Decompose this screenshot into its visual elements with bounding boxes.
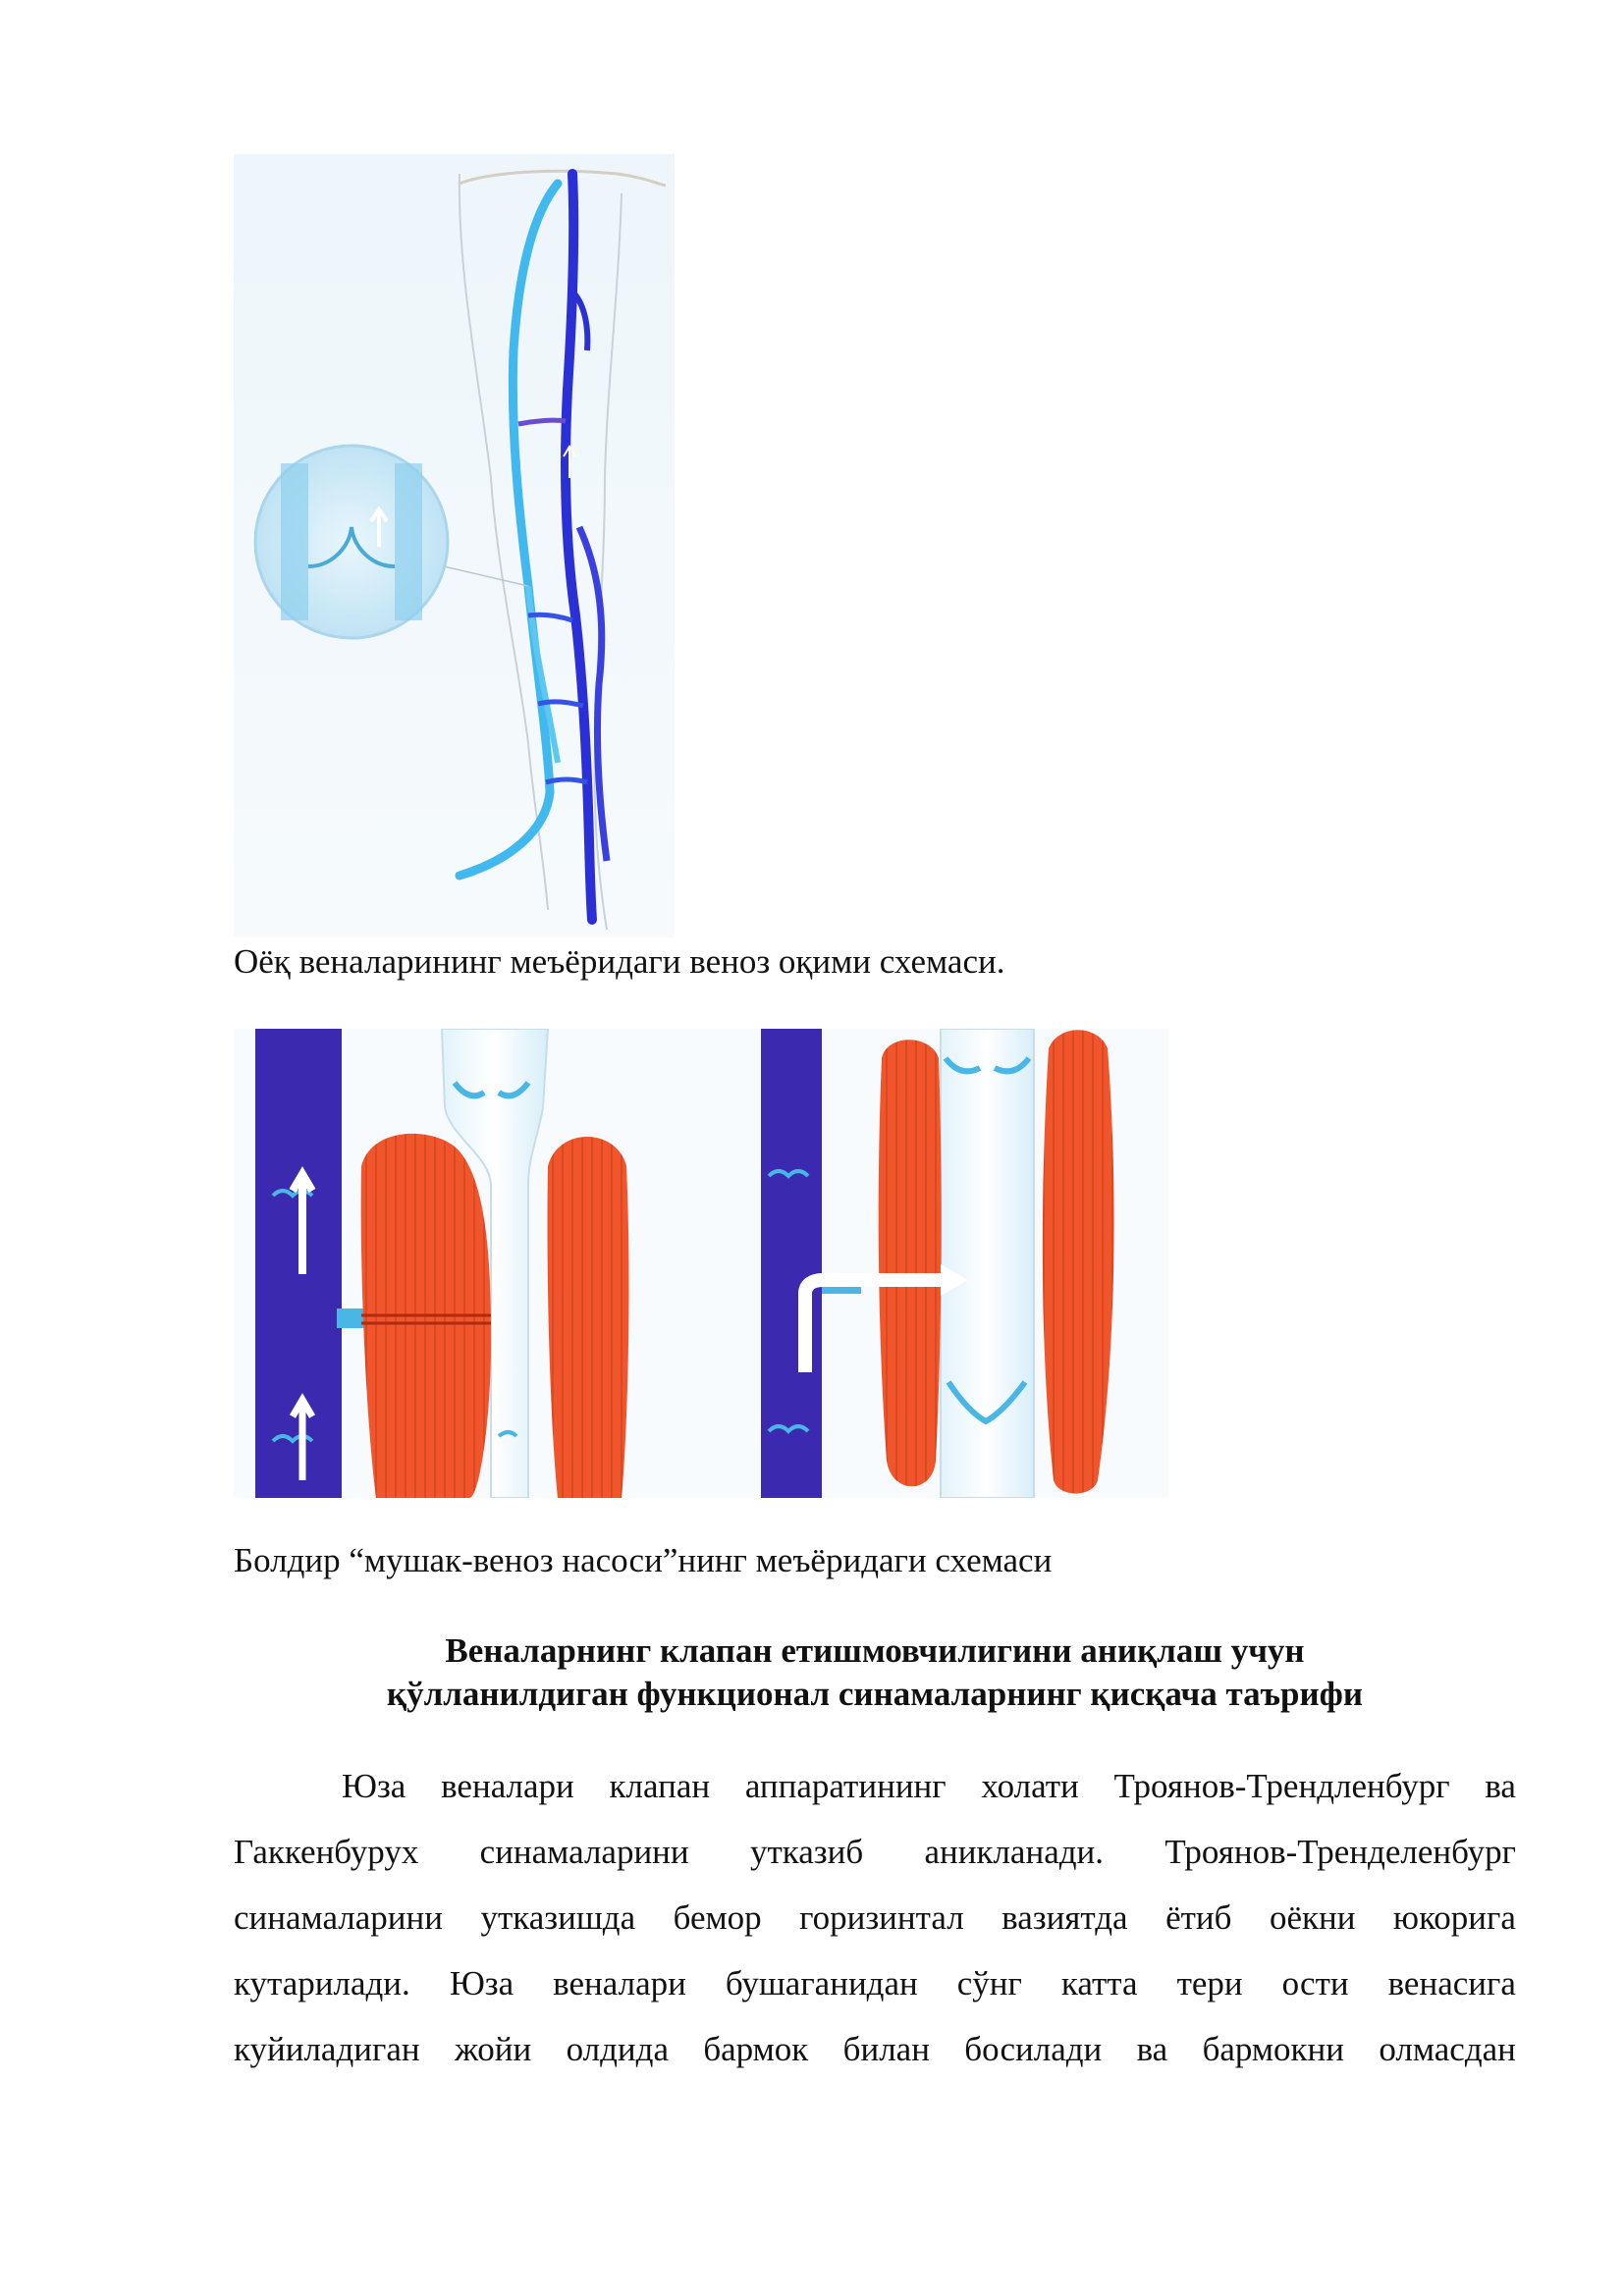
paragraph-word: клапан xyxy=(609,1767,711,1805)
paragraph-word: бармокни xyxy=(1202,2030,1344,2068)
paragraph-word: кутарилади. xyxy=(234,1964,410,2002)
paragraph-word: ётиб xyxy=(1165,1898,1232,1937)
paragraph-word: билан xyxy=(842,2030,930,2068)
section-heading-line-1: Веналарнинг клапан етишмовчилигини аниқлаш учун xyxy=(445,1631,1305,1670)
paragraph-word: венасига xyxy=(1387,1964,1516,2002)
paragraph-word: куйиладиган xyxy=(234,2030,420,2068)
figure-2-caption: Болдир “мушак-веноз насоси”нинг меъёридаги схемаси xyxy=(234,1541,1053,1579)
paragraph-word: олмасдан xyxy=(1379,2030,1516,2068)
calf-muscle-pump-figure xyxy=(234,1029,1168,1498)
paragraph-word: жойи xyxy=(454,2030,532,2068)
paragraph-line xyxy=(234,1819,1516,1885)
paragraph-word: веналари xyxy=(553,1964,686,2002)
paragraph-word: утказишда xyxy=(480,1898,636,1937)
paragraph-word: холати xyxy=(981,1767,1079,1805)
paragraph-word: олдида xyxy=(566,2030,669,2068)
paragraph-line xyxy=(234,2016,1516,2082)
paragraph-word: ва xyxy=(1136,2030,1168,2068)
paragraph-line xyxy=(234,1950,1516,2016)
paragraph-word: Юза xyxy=(342,1767,406,1805)
calf-muscle-right-1 xyxy=(879,1040,942,1486)
paragraph-word: сўнг xyxy=(956,1964,1022,2002)
section-heading xyxy=(234,1629,1516,1716)
paragraph-word: веналари xyxy=(441,1767,574,1805)
paragraph-word: горизинтал xyxy=(799,1898,964,1937)
paragraph-word: Гаккенбурух xyxy=(234,1833,419,1871)
paragraph-word: Троянов-Тренделенбург xyxy=(1164,1833,1516,1871)
paragraph-word: Троянов-Трендленбург xyxy=(1113,1767,1450,1805)
paragraph-word: бармок xyxy=(703,2030,809,2068)
paragraph-word: вазиятда xyxy=(1001,1898,1128,1937)
paragraph-word: аппаратининг xyxy=(744,1767,947,1805)
paragraph-word: тери xyxy=(1176,1964,1243,2002)
paragraph-word: босилади xyxy=(964,2030,1103,2068)
paragraph-word: оёкни xyxy=(1269,1898,1356,1937)
calf-muscle-pump-illustration xyxy=(234,1029,1168,1498)
paragraph-line xyxy=(234,1885,1516,1950)
valve-wall-left xyxy=(281,463,308,620)
figure-1-caption: Оёқ веналарининг меъёридаги веноз оқими схемаси. xyxy=(234,942,1005,981)
paragraph-word: катта xyxy=(1060,1964,1138,2002)
leg-venous-flow-illustration xyxy=(234,154,675,937)
paragraph-word: утказиб xyxy=(749,1833,864,1871)
paragraph-word: юкорига xyxy=(1392,1898,1516,1937)
paragraph-line xyxy=(234,1753,1516,1819)
valve-wall-right xyxy=(395,463,422,620)
paragraph-word: Юза xyxy=(449,1964,514,2002)
section-heading-line-2: қўлланилдиган функционал синамаларнинг қисқача таърифи xyxy=(386,1675,1364,1713)
paragraph-word: синамаларини xyxy=(234,1898,443,1937)
body-paragraph xyxy=(234,1753,1516,2082)
paragraph-word: ости xyxy=(1281,1964,1349,2002)
calf-muscle-left-2 xyxy=(547,1137,628,1498)
paragraph-word: синамаларини xyxy=(479,1833,689,1871)
paragraph-word: бушаганидан xyxy=(725,1964,918,2002)
paragraph-word: аникланади. xyxy=(924,1833,1105,1871)
perforator-link-left xyxy=(337,1308,366,1328)
paragraph-word: бемор xyxy=(673,1898,762,1937)
paragraph-word: ва xyxy=(1485,1767,1516,1805)
deep-vein-lumen-right xyxy=(941,1029,1034,1498)
calf-muscle-right-2 xyxy=(1043,1030,1114,1493)
leg-venous-flow-figure xyxy=(234,154,675,937)
